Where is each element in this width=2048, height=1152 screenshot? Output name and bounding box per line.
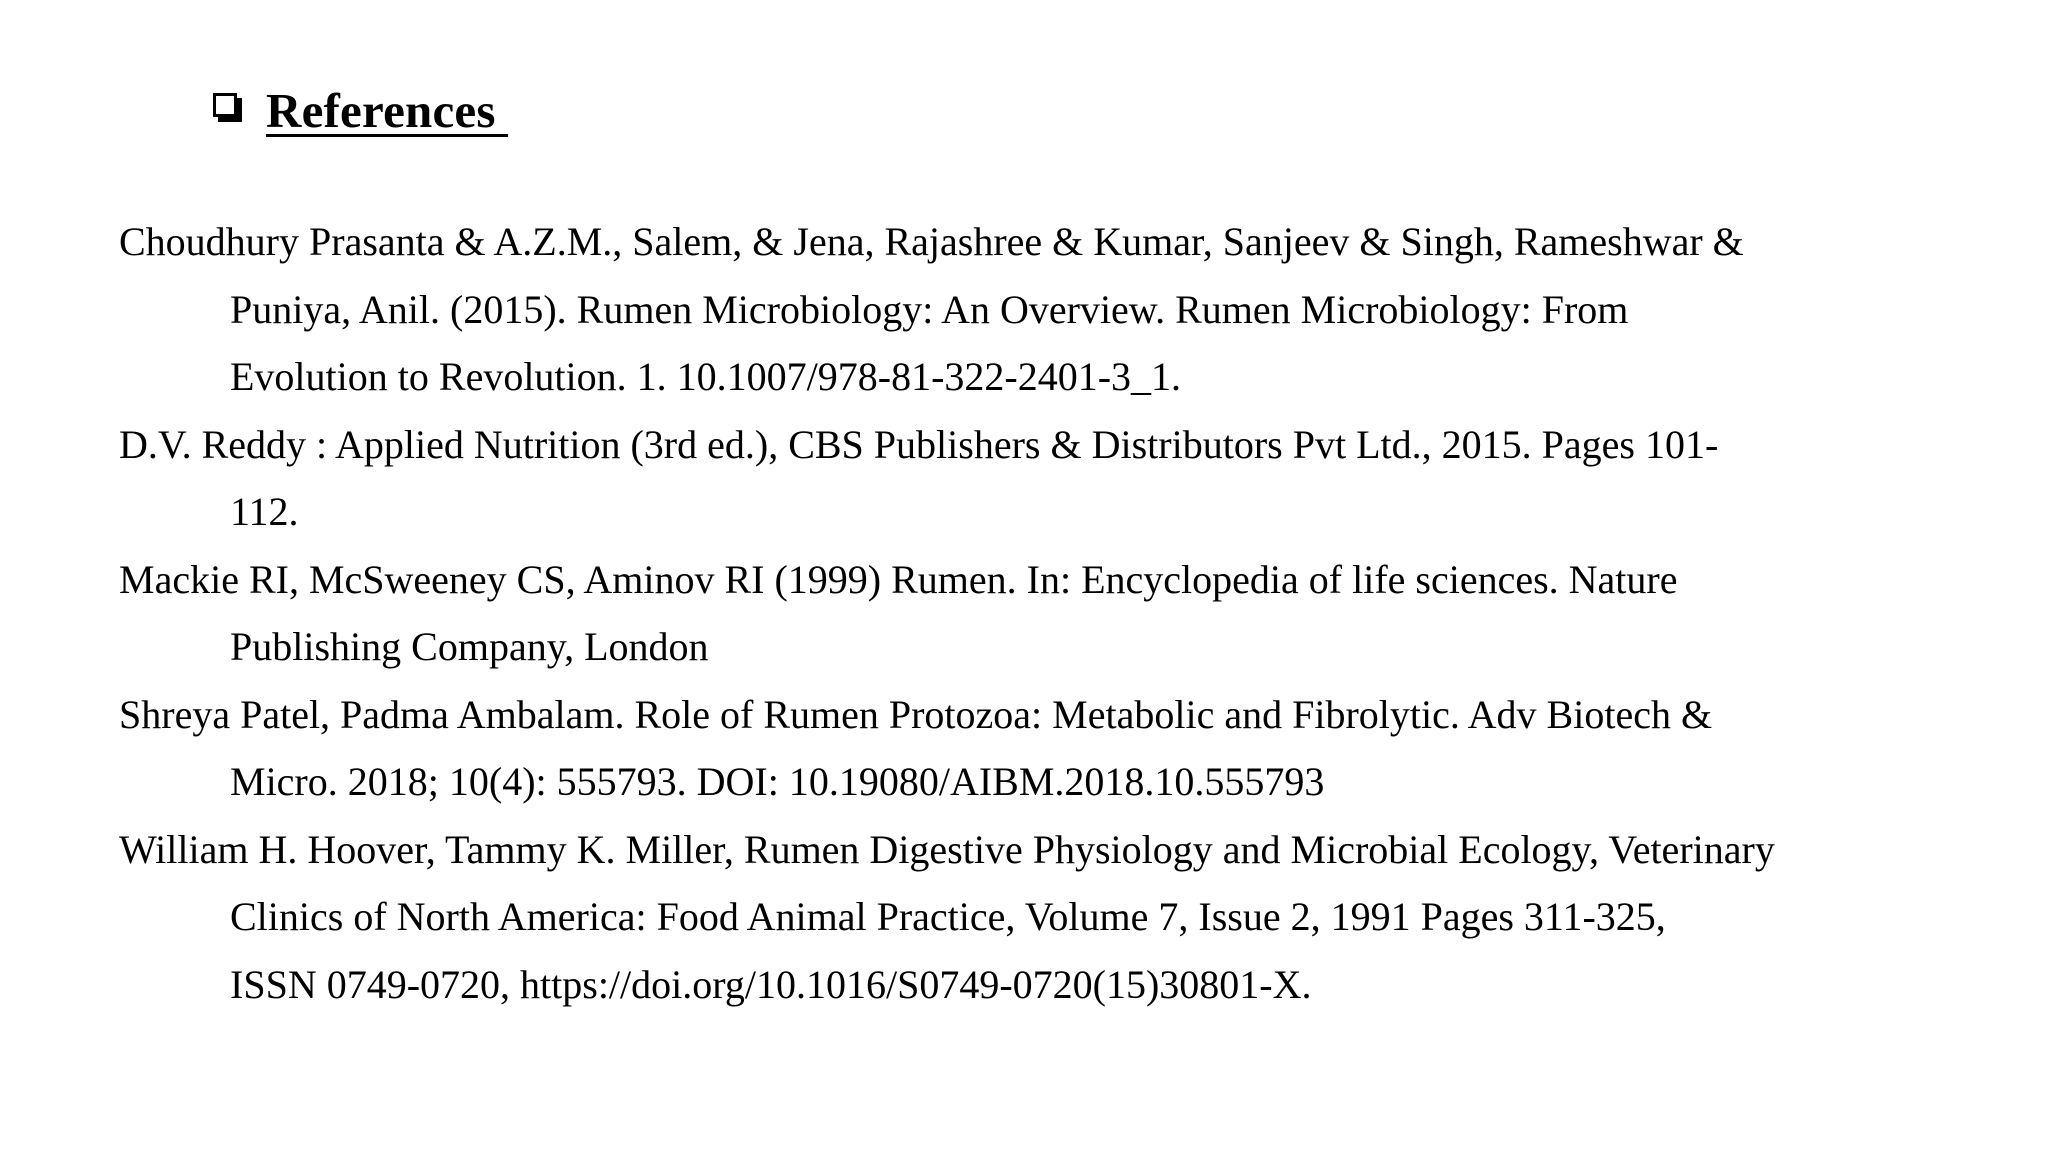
checkbox-bullet-icon bbox=[213, 93, 243, 123]
reference-line: ISSN 0749-0720, https://doi.org/10.1016/S0749-0720(15)30801-X. bbox=[230, 961, 1312, 1007]
reference-line: Shreya Patel, Padma Ambalam. Role of Rumen Protozoa: Metabolic and Fibrolytic. Adv Biotech & bbox=[119, 691, 1713, 737]
reference-line: Micro. 2018; 10(4): 555793. DOI: 10.19080/AIBM.2018.10.555793 bbox=[230, 759, 1325, 804]
reference-item bbox=[119, 816, 1969, 1019]
reference-item bbox=[119, 681, 1969, 816]
reference-line: Puniya, Anil. (2015). Rumen Microbiology: An Overview. Rumen Microbiology: From bbox=[230, 286, 1629, 332]
reference-item bbox=[119, 208, 1969, 411]
heading-title: References bbox=[266, 83, 509, 138]
reference-line: William H. Hoover, Tammy K. Miller, Rumen Digestive Physiology and Microbial Ecology, Veterinary bbox=[119, 826, 1775, 872]
reference-line: Mackie RI, McSweeney CS, Aminov RI (1999) Rumen. In: Encyclopedia of life sciences. Nature bbox=[119, 556, 1678, 602]
reference-line: Clinics of North America: Food Animal Practice, Volume 7, Issue 2, 1991 Pages 311-325, bbox=[230, 894, 1666, 939]
reference-list bbox=[119, 208, 1969, 1018]
reference-line: 112. bbox=[230, 489, 299, 534]
reference-line: Publishing Company, London bbox=[230, 624, 709, 669]
reference-item bbox=[119, 546, 1969, 681]
reference-line: Choudhury Prasanta & A.Z.M., Salem, & Jena, Rajashree & Kumar, Sanjeev & Singh, Rameshwar & bbox=[119, 219, 1744, 264]
reference-line: Evolution to Revolution. 1. 10.1007/978-81-322-2401-3_1. bbox=[230, 354, 1182, 399]
reference-line: D.V. Reddy : Applied Nutrition (3rd ed.), CBS Publishers & Distributors Pvt Ltd., 2015. Pages 101- bbox=[119, 421, 1719, 467]
reference-item bbox=[119, 411, 1969, 546]
references-heading bbox=[213, 83, 509, 138]
